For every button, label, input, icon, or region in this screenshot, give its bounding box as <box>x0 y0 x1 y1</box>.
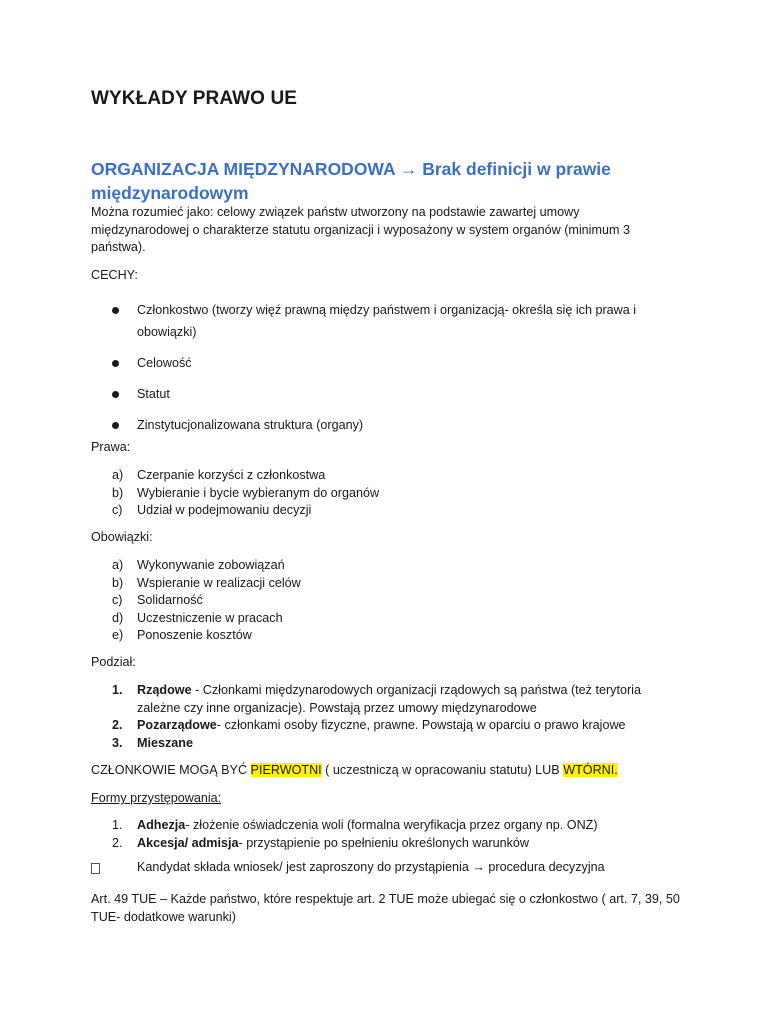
arrow-icon: → <box>399 159 418 179</box>
list-item: Zinstytucjonalizowana struktura (organy) <box>91 414 691 436</box>
heading-part-1: ORGANIZACJA MIĘDZYNARODOWA <box>91 159 395 179</box>
definition-paragraph: Można rozumieć jako: celowy związek państw utworzony na podstawie zawartej umowy międzynarodowej o charakterze statutu organizacji i wyposażony w system organów (minimum 3 państwa). <box>91 205 630 254</box>
duties-label: Obowiązki: <box>91 530 153 544</box>
list-item: 3. Mieszane <box>112 735 193 750</box>
features-label: CECHY: <box>91 268 138 282</box>
list-item: Statut <box>91 383 691 405</box>
placeholder-box-icon <box>91 863 100 874</box>
division-label: Podział: <box>91 655 136 669</box>
bullet-icon <box>112 422 119 429</box>
rights-list <box>91 467 691 520</box>
list-item: 2. Akcesja/ admisja- przystąpienie po spełnieniu określonych warunków <box>112 835 530 850</box>
article-paragraph: Art. 49 TUE – Każde państwo, które respektuje art. 2 TUE może ubiegać się o członkostwo ( art. 7, 39, 50 TUE- dodatkowe warunki) <box>91 892 680 924</box>
division-list <box>91 682 681 752</box>
list-item: Członkostwo (tworzy więź prawną między państwem i organizacją- określa się ich prawa i obowiązki) <box>91 299 691 343</box>
duties-list <box>91 557 691 645</box>
highlight-secondary: WTÓRNI. <box>563 763 618 777</box>
accession-label: Formy przystępowania: <box>91 791 222 805</box>
list-item: e) Ponoszenie kosztów <box>112 628 252 642</box>
bullet-icon <box>112 360 119 367</box>
list-item: b) Wspieranie w realizacji celów <box>112 575 301 590</box>
section-heading <box>91 157 691 205</box>
bullet-icon <box>112 307 119 314</box>
list-item: b) Wybieranie i bycie wybieranym do organów <box>112 485 380 500</box>
list-item: a) Czerpanie korzyści z członkostwa <box>112 468 326 482</box>
accession-list <box>91 817 681 852</box>
list-item: 1. Adhezja- złożenie oświadczenia woli (formalna weryfikacja przez organy np. ONZ) <box>112 818 598 832</box>
arrow-icon: → <box>472 860 485 874</box>
document-title: WYKŁADY PRAWO UE <box>91 88 298 109</box>
list-item: c) Solidarność <box>112 593 203 607</box>
list-item: Celowość <box>91 352 691 374</box>
bullet-icon <box>112 391 119 398</box>
features-list <box>91 299 691 436</box>
rights-label: Prawa: <box>91 440 131 454</box>
members-paragraph: CZŁONKOWIE MOGĄ BYĆ PIERWOTNI ( uczestniczą w opracowaniu statutu) LUB WTÓRNI. <box>91 763 618 777</box>
list-item: c) Udział w podejmowaniu decyzji <box>112 503 312 517</box>
list-item: 1. Rządowe - Członkami międzynarodowych organizacji rządowych są państwa (też terytoria zależne czy inne organizacje). Powstają przez umowy międzynarodowe <box>112 683 641 715</box>
list-item: a) Wykonywanie zobowiązań <box>112 558 285 572</box>
procedure-paragraph: Kandydat składa wniosek/ jest zaproszony do przystąpienia → procedura decyzyjna <box>91 859 687 877</box>
highlight-primary: PIERWOTNI <box>250 763 322 777</box>
list-item: d) Uczestniczenie w pracach <box>112 610 283 625</box>
list-item: 2. Pozarządowe- członkami osoby fizyczne, prawne. Powstają w oparciu o prawo krajowe <box>112 718 626 732</box>
heading-part-2: Brak definicji w prawie międzynarodowym <box>91 159 611 203</box>
